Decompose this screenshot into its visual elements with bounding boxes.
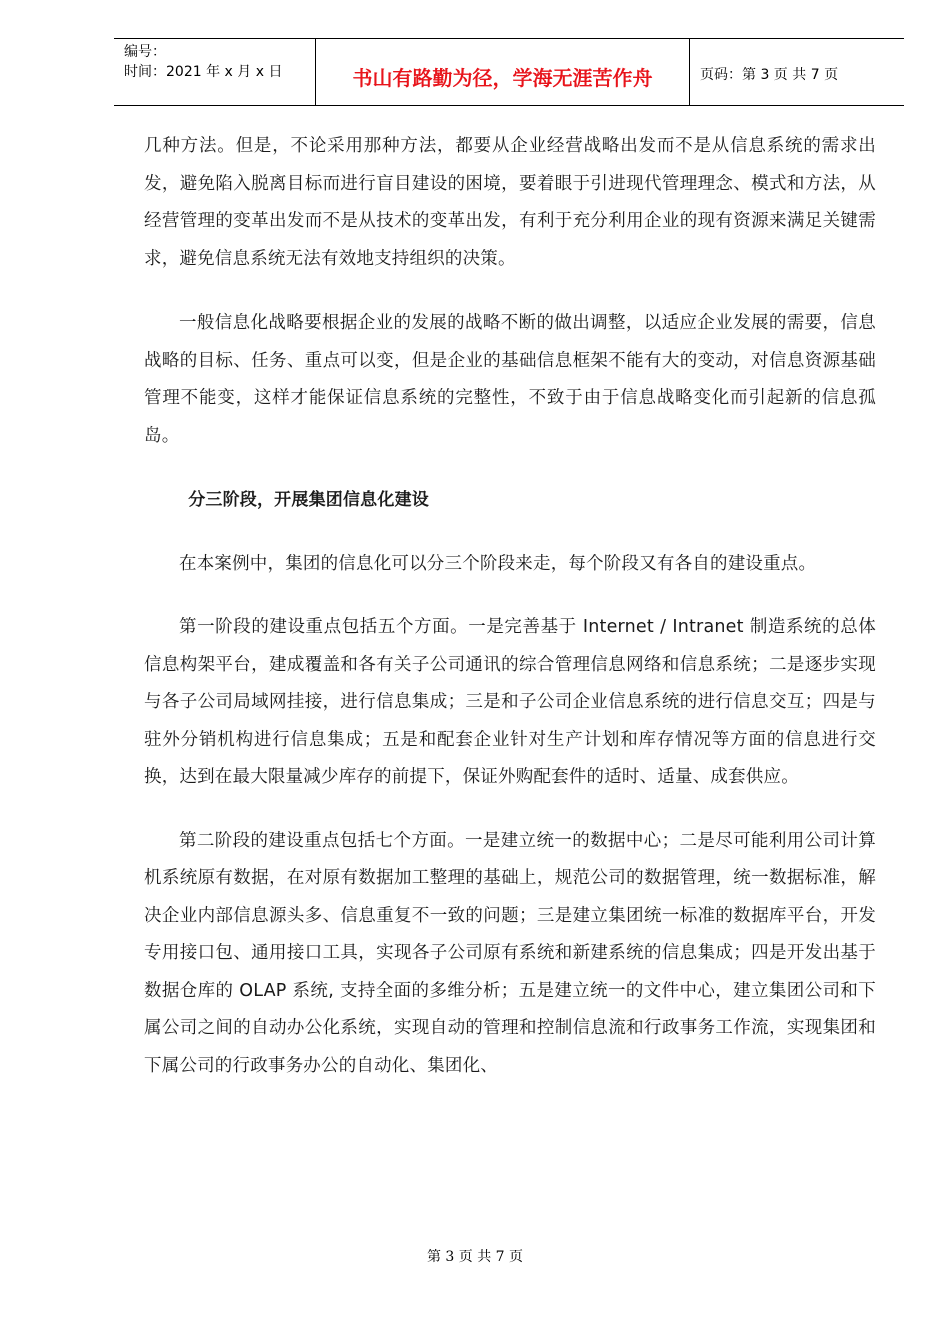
document-body [144, 128, 876, 1085]
paragraph-3: 在本案例中，集团的信息化可以分三个阶段来走，每个阶段又有各自的建设重点。 [179, 553, 817, 574]
paragraph-5: 第二阶段的建设重点包括七个方面。一是建立统一的数据中心；二是尽可能利用公司计算机系统原有数据，在对原有数据加工整理的基础上，规范公司的数据管理，统一数据标准，解决企业内部信息源头多、信息重复不一致的问题；三是建立集团统一标准的数据库平台，开发专用接口包、通用接口工具，实现各子公司原有系统和新建系统的信息集成；四是开发出基于数据仓库的 OLAP 系统, 支持全面的多维分析；五是建立统一的文件中心，建立集团公司和下属公司之间的自动办公化系统，实现自动的管理和控制信息流和行政事务工作流，实现集团和下属公司的行政事务办公的自动化、集团化、 [144, 830, 876, 1076]
header-motto: 书山有路勤为径，学海无涯苦作舟 [316, 39, 690, 105]
document-time-label: 时间：2021 年 x 月 x 日 [124, 64, 283, 80]
header-page-code: 页码：第 3 页 共 7 页 [700, 67, 839, 83]
page-footer: 第 3 页 共 7 页 [426, 1249, 524, 1265]
page-header [114, 38, 904, 106]
paragraph-4: 第一阶段的建设重点包括五个方面。一是完善基于 Internet / Intranet 制造系统的总体信息构架平台，建成覆盖和各有关子公司通讯的综合管理信息网络和信息系统；二是逐步实现与各子公司局域网挂接，进行信息集成；三是和子公司企业信息系统的进行信息交互；四是与驻外分销机构进行信息集成；五是和配套企业针对生产计划和库存情况等方面的信息进行交换，达到在最大限量减少库存的前提下，保证外购配套件的适时、适量、成套供应。 [144, 617, 876, 787]
paragraph-1: 几种方法。但是，不论采用那种方法，都要从企业经营战略出发而不是从信息系统的需求出发，避免陷入脱离目标而进行盲目建设的困境，要着眼于引进现代管理理念、模式和方法，从经营管理的变革出发而不是从技术的变革出发，有利于充分利用企业的现有资源来满足关键需求，避免信息系统无法有效地支持组织的决策。 [144, 136, 876, 269]
header-meta [114, 39, 316, 105]
paragraph-2: 一般信息化战略要根据企业的发展的战略不断的做出调整，以适应企业发展的需要，信息战略的目标、任务、重点可以变，但是企业的基础信息框架不能有大的变动，对信息资源基础管理不能变，这样才能保证信息系统的完整性，不致于由于信息战略变化而引起新的信息孤岛。 [144, 313, 876, 446]
section-heading: 分三阶段，开展集团信息化建设 [188, 490, 429, 510]
document-number-label: 编号： [124, 44, 166, 60]
